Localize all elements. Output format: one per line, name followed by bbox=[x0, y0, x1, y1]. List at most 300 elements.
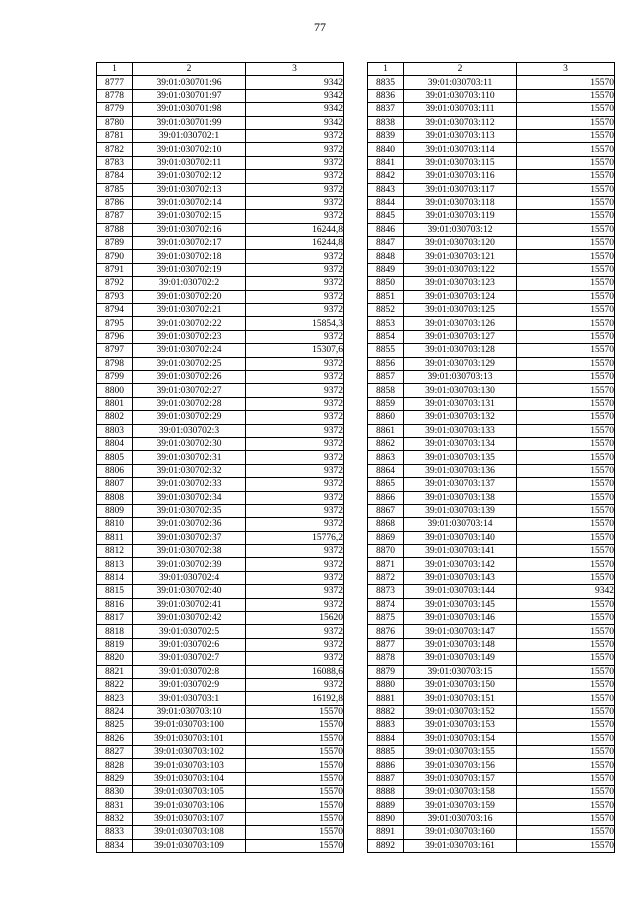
table-row bbox=[97, 799, 344, 812]
table-row bbox=[368, 692, 615, 705]
cadastral-number-cell: 39:01:030703:110 bbox=[404, 89, 517, 102]
row-number-cell: 8889 bbox=[368, 799, 404, 812]
row-number-cell: 8832 bbox=[97, 812, 133, 825]
value-cell: 9372 bbox=[246, 424, 344, 437]
row-number-cell: 8836 bbox=[368, 89, 404, 102]
cadastral-number-cell: 39:01:030703:142 bbox=[404, 558, 517, 571]
cadastral-number-cell: 39:01:030703:143 bbox=[404, 571, 517, 584]
value-cell: 15570 bbox=[517, 571, 615, 584]
cadastral-number-cell: 39:01:030703:135 bbox=[404, 451, 517, 464]
row-number-cell: 8807 bbox=[97, 478, 133, 491]
cadastral-number-cell: 39:01:030703:155 bbox=[404, 745, 517, 758]
cadastral-number-cell: 39:01:030702:39 bbox=[133, 558, 246, 571]
value-cell: 9372 bbox=[246, 451, 344, 464]
row-number-cell: 8879 bbox=[368, 665, 404, 678]
table-row bbox=[97, 250, 344, 263]
value-cell: 9372 bbox=[246, 183, 344, 196]
row-number-cell: 8780 bbox=[97, 116, 133, 129]
cadastral-number-cell: 39:01:030703:137 bbox=[404, 478, 517, 491]
value-cell: 15570 bbox=[517, 665, 615, 678]
cadastral-number-cell: 39:01:030703:111 bbox=[404, 103, 517, 116]
cadastral-number-cell: 39:01:030702:38 bbox=[133, 545, 246, 558]
row-number-cell: 8808 bbox=[97, 491, 133, 504]
value-cell: 15570 bbox=[517, 812, 615, 825]
row-number-cell: 8843 bbox=[368, 183, 404, 196]
row-number-cell: 8864 bbox=[368, 464, 404, 477]
cadastral-number-cell: 39:01:030703:118 bbox=[404, 196, 517, 209]
row-number-cell: 8800 bbox=[97, 384, 133, 397]
cadastral-number-cell: 39:01:030702:17 bbox=[133, 237, 246, 250]
table-row bbox=[368, 384, 615, 397]
table-row bbox=[97, 330, 344, 343]
cadastral-number-cell: 39:01:030702:7 bbox=[133, 652, 246, 665]
row-number-cell: 8797 bbox=[97, 344, 133, 357]
table-row bbox=[97, 692, 344, 705]
cadastral-number-cell: 39:01:030702:8 bbox=[133, 665, 246, 678]
column-header-2: 2 bbox=[133, 63, 246, 76]
value-cell: 15570 bbox=[517, 625, 615, 638]
row-number-cell: 8885 bbox=[368, 745, 404, 758]
row-number-cell: 8811 bbox=[97, 531, 133, 544]
value-cell: 15570 bbox=[517, 692, 615, 705]
cadastral-number-cell: 39:01:030703:152 bbox=[404, 705, 517, 718]
value-cell: 9372 bbox=[246, 357, 344, 370]
row-number-cell: 8842 bbox=[368, 170, 404, 183]
cadastral-number-cell: 39:01:030703:103 bbox=[133, 759, 246, 772]
row-number-cell: 8826 bbox=[97, 732, 133, 745]
row-number-cell: 8777 bbox=[97, 76, 133, 89]
table-row bbox=[97, 156, 344, 169]
value-cell: 9372 bbox=[246, 478, 344, 491]
row-number-cell: 8850 bbox=[368, 277, 404, 290]
table-row bbox=[97, 786, 344, 799]
cadastral-number-cell: 39:01:030702:27 bbox=[133, 384, 246, 397]
row-number-cell: 8789 bbox=[97, 237, 133, 250]
value-cell: 15570 bbox=[517, 129, 615, 142]
table-body-right bbox=[368, 76, 615, 853]
table-row bbox=[368, 638, 615, 651]
table-row bbox=[97, 531, 344, 544]
table-row bbox=[368, 812, 615, 825]
table-row bbox=[97, 678, 344, 691]
value-cell: 15570 bbox=[517, 719, 615, 732]
cadastral-number-cell: 39:01:030702:1 bbox=[133, 129, 246, 142]
row-number-cell: 8829 bbox=[97, 772, 133, 785]
cadastral-number-cell: 39:01:030702:22 bbox=[133, 317, 246, 330]
value-cell: 15570 bbox=[517, 250, 615, 263]
value-cell: 15570 bbox=[517, 237, 615, 250]
value-cell: 9372 bbox=[246, 330, 344, 343]
value-cell: 15854,3 bbox=[246, 317, 344, 330]
table-row bbox=[368, 665, 615, 678]
table-row bbox=[368, 317, 615, 330]
value-cell: 15776,2 bbox=[246, 531, 344, 544]
row-number-cell: 8830 bbox=[97, 786, 133, 799]
cadastral-number-cell: 39:01:030703:117 bbox=[404, 183, 517, 196]
table-row bbox=[368, 451, 615, 464]
value-cell: 15570 bbox=[517, 370, 615, 383]
table-row bbox=[368, 357, 615, 370]
cadastral-number-cell: 39:01:030703:123 bbox=[404, 277, 517, 290]
value-cell: 15570 bbox=[517, 652, 615, 665]
value-cell: 15570 bbox=[517, 732, 615, 745]
table-row bbox=[97, 585, 344, 598]
table-row bbox=[97, 210, 344, 223]
value-cell: 15570 bbox=[517, 705, 615, 718]
table-row bbox=[368, 76, 615, 89]
row-number-cell: 8834 bbox=[97, 839, 133, 852]
table-row bbox=[368, 545, 615, 558]
table-body-left bbox=[97, 76, 344, 853]
row-number-cell: 8863 bbox=[368, 451, 404, 464]
cadastral-number-cell: 39:01:030702:34 bbox=[133, 491, 246, 504]
value-cell: 15570 bbox=[246, 732, 344, 745]
row-number-cell: 8833 bbox=[97, 826, 133, 839]
table-row bbox=[368, 170, 615, 183]
row-number-cell: 8862 bbox=[368, 437, 404, 450]
value-cell: 15570 bbox=[517, 745, 615, 758]
row-number-cell: 8855 bbox=[368, 344, 404, 357]
value-cell: 15570 bbox=[517, 210, 615, 223]
value-cell: 15570 bbox=[517, 545, 615, 558]
table-row bbox=[368, 719, 615, 732]
cadastral-number-cell: 39:01:030701:96 bbox=[133, 76, 246, 89]
table-row bbox=[368, 143, 615, 156]
cadastral-number-cell: 39:01:030703:113 bbox=[404, 129, 517, 142]
table-row bbox=[97, 277, 344, 290]
value-cell: 15570 bbox=[517, 786, 615, 799]
row-number-cell: 8887 bbox=[368, 772, 404, 785]
value-cell: 15570 bbox=[517, 156, 615, 169]
value-cell: 15570 bbox=[246, 812, 344, 825]
value-cell: 15570 bbox=[517, 504, 615, 517]
table-row bbox=[97, 705, 344, 718]
cadastral-number-cell: 39:01:030703:130 bbox=[404, 384, 517, 397]
table-row bbox=[97, 612, 344, 625]
row-number-cell: 8781 bbox=[97, 129, 133, 142]
row-number-cell: 8840 bbox=[368, 143, 404, 156]
cadastral-number-cell: 39:01:030703:131 bbox=[404, 397, 517, 410]
value-cell: 16088,6 bbox=[246, 665, 344, 678]
row-number-cell: 8778 bbox=[97, 89, 133, 102]
table-row bbox=[97, 745, 344, 758]
table-row bbox=[97, 223, 344, 236]
table-row bbox=[97, 143, 344, 156]
row-number-cell: 8787 bbox=[97, 210, 133, 223]
value-cell: 15570 bbox=[246, 786, 344, 799]
table-row bbox=[368, 732, 615, 745]
row-number-cell: 8851 bbox=[368, 290, 404, 303]
cadastral-number-cell: 39:01:030703:11 bbox=[404, 76, 517, 89]
cadastral-number-cell: 39:01:030703:150 bbox=[404, 678, 517, 691]
row-number-cell: 8825 bbox=[97, 719, 133, 732]
row-number-cell: 8888 bbox=[368, 786, 404, 799]
column-header-3: 3 bbox=[246, 63, 344, 76]
row-number-cell: 8818 bbox=[97, 625, 133, 638]
header-row bbox=[97, 63, 344, 76]
row-number-cell: 8854 bbox=[368, 330, 404, 343]
row-number-cell: 8883 bbox=[368, 719, 404, 732]
row-number-cell: 8853 bbox=[368, 317, 404, 330]
table-row bbox=[97, 237, 344, 250]
table-row bbox=[97, 812, 344, 825]
row-number-cell: 8806 bbox=[97, 464, 133, 477]
row-number-cell: 8792 bbox=[97, 277, 133, 290]
value-cell: 15570 bbox=[517, 263, 615, 276]
value-cell: 15570 bbox=[517, 76, 615, 89]
table-row bbox=[368, 745, 615, 758]
row-number-cell: 8786 bbox=[97, 196, 133, 209]
table-row bbox=[368, 799, 615, 812]
value-cell: 15570 bbox=[246, 772, 344, 785]
row-number-cell: 8827 bbox=[97, 745, 133, 758]
row-number-cell: 8784 bbox=[97, 170, 133, 183]
value-cell: 15570 bbox=[246, 826, 344, 839]
cadastral-number-cell: 39:01:030702:14 bbox=[133, 196, 246, 209]
row-number-cell: 8790 bbox=[97, 250, 133, 263]
cadastral-number-cell: 39:01:030702:4 bbox=[133, 571, 246, 584]
table-row bbox=[368, 183, 615, 196]
table-row bbox=[368, 89, 615, 102]
cadastral-number-cell: 39:01:030703:140 bbox=[404, 531, 517, 544]
value-cell: 15570 bbox=[517, 518, 615, 531]
cadastral-number-cell: 39:01:030702:21 bbox=[133, 304, 246, 317]
table-row bbox=[97, 397, 344, 410]
row-number-cell: 8866 bbox=[368, 491, 404, 504]
row-number-cell: 8813 bbox=[97, 558, 133, 571]
value-cell: 9372 bbox=[246, 196, 344, 209]
table-row bbox=[368, 839, 615, 852]
table-row bbox=[97, 116, 344, 129]
cadastral-number-cell: 39:01:030701:97 bbox=[133, 89, 246, 102]
row-number-cell: 8837 bbox=[368, 103, 404, 116]
value-cell: 9342 bbox=[246, 89, 344, 102]
table-row bbox=[97, 652, 344, 665]
cadastral-number-cell: 39:01:030703:104 bbox=[133, 772, 246, 785]
cadastral-number-cell: 39:01:030702:12 bbox=[133, 170, 246, 183]
cadastral-number-cell: 39:01:030703:141 bbox=[404, 545, 517, 558]
cadastral-number-cell: 39:01:030703:128 bbox=[404, 344, 517, 357]
cadastral-number-cell: 39:01:030703:15 bbox=[404, 665, 517, 678]
cadastral-number-cell: 39:01:030703:12 bbox=[404, 223, 517, 236]
table-row bbox=[368, 504, 615, 517]
row-number-cell: 8880 bbox=[368, 678, 404, 691]
table-row bbox=[97, 732, 344, 745]
row-number-cell: 8812 bbox=[97, 545, 133, 558]
table-left bbox=[96, 62, 344, 853]
value-cell: 15570 bbox=[517, 612, 615, 625]
table-right bbox=[367, 62, 615, 853]
row-number-cell: 8821 bbox=[97, 665, 133, 678]
cadastral-number-cell: 39:01:030703:151 bbox=[404, 692, 517, 705]
table-row bbox=[97, 103, 344, 116]
row-number-cell: 8805 bbox=[97, 451, 133, 464]
value-cell: 9342 bbox=[246, 103, 344, 116]
cadastral-number-cell: 39:01:030703:124 bbox=[404, 290, 517, 303]
cadastral-number-cell: 39:01:030702:23 bbox=[133, 330, 246, 343]
row-number-cell: 8828 bbox=[97, 759, 133, 772]
row-number-cell: 8779 bbox=[97, 103, 133, 116]
value-cell: 16244,8 bbox=[246, 223, 344, 236]
value-cell: 9372 bbox=[246, 263, 344, 276]
cadastral-number-cell: 39:01:030702:20 bbox=[133, 290, 246, 303]
row-number-cell: 8868 bbox=[368, 518, 404, 531]
cadastral-number-cell: 39:01:030703:10 bbox=[133, 705, 246, 718]
value-cell: 9372 bbox=[246, 464, 344, 477]
row-number-cell: 8849 bbox=[368, 263, 404, 276]
cadastral-number-cell: 39:01:030702:18 bbox=[133, 250, 246, 263]
value-cell: 9372 bbox=[246, 625, 344, 638]
cadastral-number-cell: 39:01:030703:126 bbox=[404, 317, 517, 330]
table-row bbox=[97, 344, 344, 357]
cadastral-number-cell: 39:01:030703:138 bbox=[404, 491, 517, 504]
value-cell: 9342 bbox=[246, 116, 344, 129]
cadastral-number-cell: 39:01:030702:25 bbox=[133, 357, 246, 370]
cadastral-number-cell: 39:01:030703:119 bbox=[404, 210, 517, 223]
cadastral-number-cell: 39:01:030702:15 bbox=[133, 210, 246, 223]
row-number-cell: 8819 bbox=[97, 638, 133, 651]
table-row bbox=[368, 196, 615, 209]
table-row bbox=[97, 290, 344, 303]
value-cell: 9372 bbox=[246, 598, 344, 611]
row-number-cell: 8861 bbox=[368, 424, 404, 437]
row-number-cell: 8857 bbox=[368, 370, 404, 383]
cadastral-number-cell: 39:01:030703:158 bbox=[404, 786, 517, 799]
row-number-cell: 8875 bbox=[368, 612, 404, 625]
table-row bbox=[97, 451, 344, 464]
cadastral-number-cell: 39:01:030703:116 bbox=[404, 170, 517, 183]
value-cell: 9342 bbox=[517, 585, 615, 598]
table-row bbox=[368, 759, 615, 772]
cadastral-number-cell: 39:01:030703:134 bbox=[404, 437, 517, 450]
row-number-cell: 8820 bbox=[97, 652, 133, 665]
cadastral-number-cell: 39:01:030702:16 bbox=[133, 223, 246, 236]
row-number-cell: 8823 bbox=[97, 692, 133, 705]
row-number-cell: 8878 bbox=[368, 652, 404, 665]
cadastral-number-cell: 39:01:030702:13 bbox=[133, 183, 246, 196]
table-row bbox=[97, 357, 344, 370]
cadastral-number-cell: 39:01:030703:14 bbox=[404, 518, 517, 531]
value-cell: 15570 bbox=[517, 143, 615, 156]
row-number-cell: 8891 bbox=[368, 826, 404, 839]
table-row bbox=[368, 652, 615, 665]
row-number-cell: 8794 bbox=[97, 304, 133, 317]
table-row bbox=[97, 759, 344, 772]
value-cell: 15570 bbox=[517, 437, 615, 450]
row-number-cell: 8869 bbox=[368, 531, 404, 544]
value-cell: 9372 bbox=[246, 370, 344, 383]
cadastral-number-cell: 39:01:030703:160 bbox=[404, 826, 517, 839]
table-row bbox=[97, 839, 344, 852]
cadastral-number-cell: 39:01:030703:147 bbox=[404, 625, 517, 638]
table-row bbox=[368, 598, 615, 611]
row-number-cell: 8838 bbox=[368, 116, 404, 129]
row-number-cell: 8798 bbox=[97, 357, 133, 370]
value-cell: 9372 bbox=[246, 638, 344, 651]
row-number-cell: 8865 bbox=[368, 478, 404, 491]
row-number-cell: 8801 bbox=[97, 397, 133, 410]
row-number-cell: 8835 bbox=[368, 76, 404, 89]
value-cell: 9372 bbox=[246, 411, 344, 424]
table-row bbox=[97, 772, 344, 785]
value-cell: 9372 bbox=[246, 491, 344, 504]
cadastral-number-cell: 39:01:030702:26 bbox=[133, 370, 246, 383]
row-number-cell: 8874 bbox=[368, 598, 404, 611]
cadastral-number-cell: 39:01:030703:121 bbox=[404, 250, 517, 263]
value-cell: 9372 bbox=[246, 143, 344, 156]
value-cell: 15570 bbox=[517, 464, 615, 477]
table-row bbox=[368, 250, 615, 263]
row-number-cell: 8793 bbox=[97, 290, 133, 303]
table-row bbox=[368, 290, 615, 303]
value-cell: 15570 bbox=[517, 759, 615, 772]
table-row bbox=[97, 571, 344, 584]
header-row bbox=[368, 63, 615, 76]
cadastral-number-cell: 39:01:030703:153 bbox=[404, 719, 517, 732]
table-row bbox=[97, 598, 344, 611]
value-cell: 15570 bbox=[246, 839, 344, 852]
cadastral-number-cell: 39:01:030702:37 bbox=[133, 531, 246, 544]
value-cell: 15620 bbox=[246, 612, 344, 625]
cadastral-number-cell: 39:01:030703:100 bbox=[133, 719, 246, 732]
table-row bbox=[368, 263, 615, 276]
table-row bbox=[97, 638, 344, 651]
cadastral-number-cell: 39:01:030702:24 bbox=[133, 344, 246, 357]
page-number: 77 bbox=[314, 20, 326, 34]
value-cell: 15570 bbox=[246, 745, 344, 758]
cadastral-number-cell: 39:01:030702:42 bbox=[133, 612, 246, 625]
value-cell: 15570 bbox=[517, 411, 615, 424]
cadastral-number-cell: 39:01:030703:120 bbox=[404, 237, 517, 250]
table-row bbox=[97, 478, 344, 491]
row-number-cell: 8791 bbox=[97, 263, 133, 276]
value-cell: 15570 bbox=[517, 290, 615, 303]
table-row bbox=[368, 437, 615, 450]
value-cell: 9372 bbox=[246, 129, 344, 142]
cadastral-number-cell: 39:01:030703:145 bbox=[404, 598, 517, 611]
value-cell: 9372 bbox=[246, 571, 344, 584]
value-cell: 9342 bbox=[246, 76, 344, 89]
row-number-cell: 8804 bbox=[97, 437, 133, 450]
row-number-cell: 8785 bbox=[97, 183, 133, 196]
row-number-cell: 8852 bbox=[368, 304, 404, 317]
cadastral-number-cell: 39:01:030702:3 bbox=[133, 424, 246, 437]
table-row bbox=[368, 558, 615, 571]
value-cell: 16244,8 bbox=[246, 237, 344, 250]
row-number-cell: 8788 bbox=[97, 223, 133, 236]
table-row bbox=[368, 397, 615, 410]
table-row bbox=[368, 625, 615, 638]
cadastral-number-cell: 39:01:030703:108 bbox=[133, 826, 246, 839]
row-number-cell: 8795 bbox=[97, 317, 133, 330]
row-number-cell: 8846 bbox=[368, 223, 404, 236]
table-row bbox=[368, 103, 615, 116]
value-cell: 9372 bbox=[246, 518, 344, 531]
table-row bbox=[97, 411, 344, 424]
cadastral-number-cell: 39:01:030702:5 bbox=[133, 625, 246, 638]
table-row bbox=[368, 223, 615, 236]
cadastral-number-cell: 39:01:030702:33 bbox=[133, 478, 246, 491]
row-number-cell: 8831 bbox=[97, 799, 133, 812]
value-cell: 15570 bbox=[517, 384, 615, 397]
table-row bbox=[97, 545, 344, 558]
table-row bbox=[97, 719, 344, 732]
value-cell: 15570 bbox=[517, 839, 615, 852]
cadastral-number-cell: 39:01:030703:101 bbox=[133, 732, 246, 745]
table-row bbox=[368, 330, 615, 343]
table-row bbox=[97, 558, 344, 571]
table-row bbox=[368, 344, 615, 357]
